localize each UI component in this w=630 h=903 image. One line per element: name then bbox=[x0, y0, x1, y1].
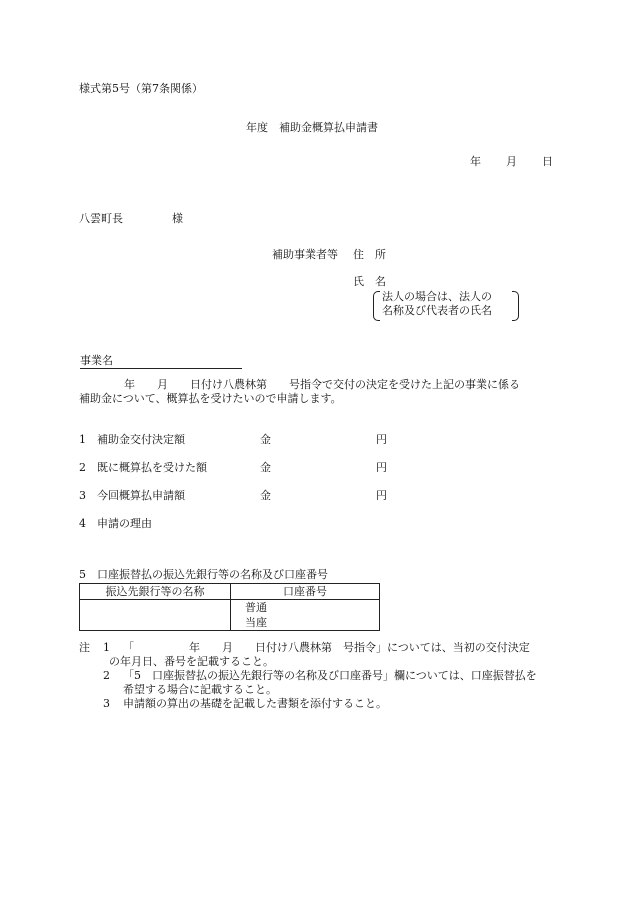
application-body-line1: 年 月 日付け八農林第 号指令で交付の決定を受けた上記の事業に係る bbox=[124, 378, 520, 391]
corporate-note-line2: 名称及び代表者の氏名 bbox=[382, 304, 492, 317]
document-title: 年度 補助金概算払申請書 bbox=[246, 121, 378, 134]
item-1-kin: 金 bbox=[260, 433, 271, 446]
addressee-name: 八雲町長 bbox=[79, 212, 123, 225]
account-number-header: 口座番号 bbox=[231, 584, 380, 600]
notes-label: 注 bbox=[79, 641, 90, 654]
item-3-label: 今回概算払申請額 bbox=[97, 489, 185, 502]
note-3-number: 3 bbox=[103, 697, 110, 710]
account-type-current: 当座 bbox=[245, 616, 267, 629]
corporate-note-line1: 法人の場合は、法人の bbox=[382, 290, 492, 303]
account-number-cell[interactable] bbox=[231, 600, 380, 631]
bank-section-heading: 5 口座振替払の振込先銀行等の名称及び口座番号 bbox=[79, 568, 328, 581]
item-3-kin: 金 bbox=[260, 489, 271, 502]
addressee-honorific: 様 bbox=[172, 212, 183, 225]
note-1-line2: の年月日、番号を記載すること。 bbox=[109, 655, 274, 668]
corporate-note-brace-right bbox=[512, 291, 519, 321]
address-label: 住 所 bbox=[353, 248, 386, 261]
note-1-number: 1 bbox=[103, 641, 110, 654]
bank-name-header: 振込先銀行等の名称 bbox=[80, 584, 231, 600]
item-1-yen: 円 bbox=[376, 433, 387, 446]
project-underline bbox=[80, 368, 242, 369]
note-3-line1: 申請額の算出の基礎を記載した書類を添付すること。 bbox=[123, 697, 387, 710]
item-2-label: 既に概算払を受けた額 bbox=[97, 461, 207, 474]
application-body-line2: 補助金について、概算払を受けたいので申請します。 bbox=[79, 392, 342, 405]
item-1-label: 補助金交付決定額 bbox=[97, 433, 185, 446]
item-4-label: 申請の理由 bbox=[97, 517, 152, 530]
item-2-number: 2 bbox=[79, 461, 86, 474]
item-3-yen: 円 bbox=[376, 489, 387, 502]
note-2-line1: 「5 口座振替払の振込先銀行等の名称及び口座番号」欄については、口座振替払を bbox=[123, 669, 537, 682]
corporate-note-brace-left bbox=[373, 291, 380, 321]
bank-account-table bbox=[79, 583, 380, 631]
note-1-line1: 「 年 月 日付け八農林第 号指令」については、当初の交付決定 bbox=[123, 641, 530, 654]
date-line: 年 月 日 bbox=[470, 155, 554, 168]
item-3-number: 3 bbox=[79, 489, 86, 502]
bank-table-header-row bbox=[80, 584, 380, 600]
item-2-kin: 金 bbox=[260, 461, 271, 474]
name-label: 氏 名 bbox=[353, 275, 386, 288]
applicant-role: 補助事業者等 bbox=[272, 248, 338, 261]
form-number: 様式第5号（第7条関係） bbox=[79, 82, 203, 95]
account-type-ordinary: 普通 bbox=[245, 601, 267, 614]
item-1-number: 1 bbox=[79, 433, 86, 446]
bank-table-data-row bbox=[80, 600, 380, 631]
bank-name-cell[interactable] bbox=[80, 600, 231, 631]
project-label: 事業名 bbox=[80, 354, 113, 367]
note-2-line2: 希望する場合に記載すること。 bbox=[123, 683, 277, 696]
note-2-number: 2 bbox=[103, 669, 110, 682]
item-4-number: 4 bbox=[79, 517, 86, 530]
item-2-yen: 円 bbox=[376, 461, 387, 474]
